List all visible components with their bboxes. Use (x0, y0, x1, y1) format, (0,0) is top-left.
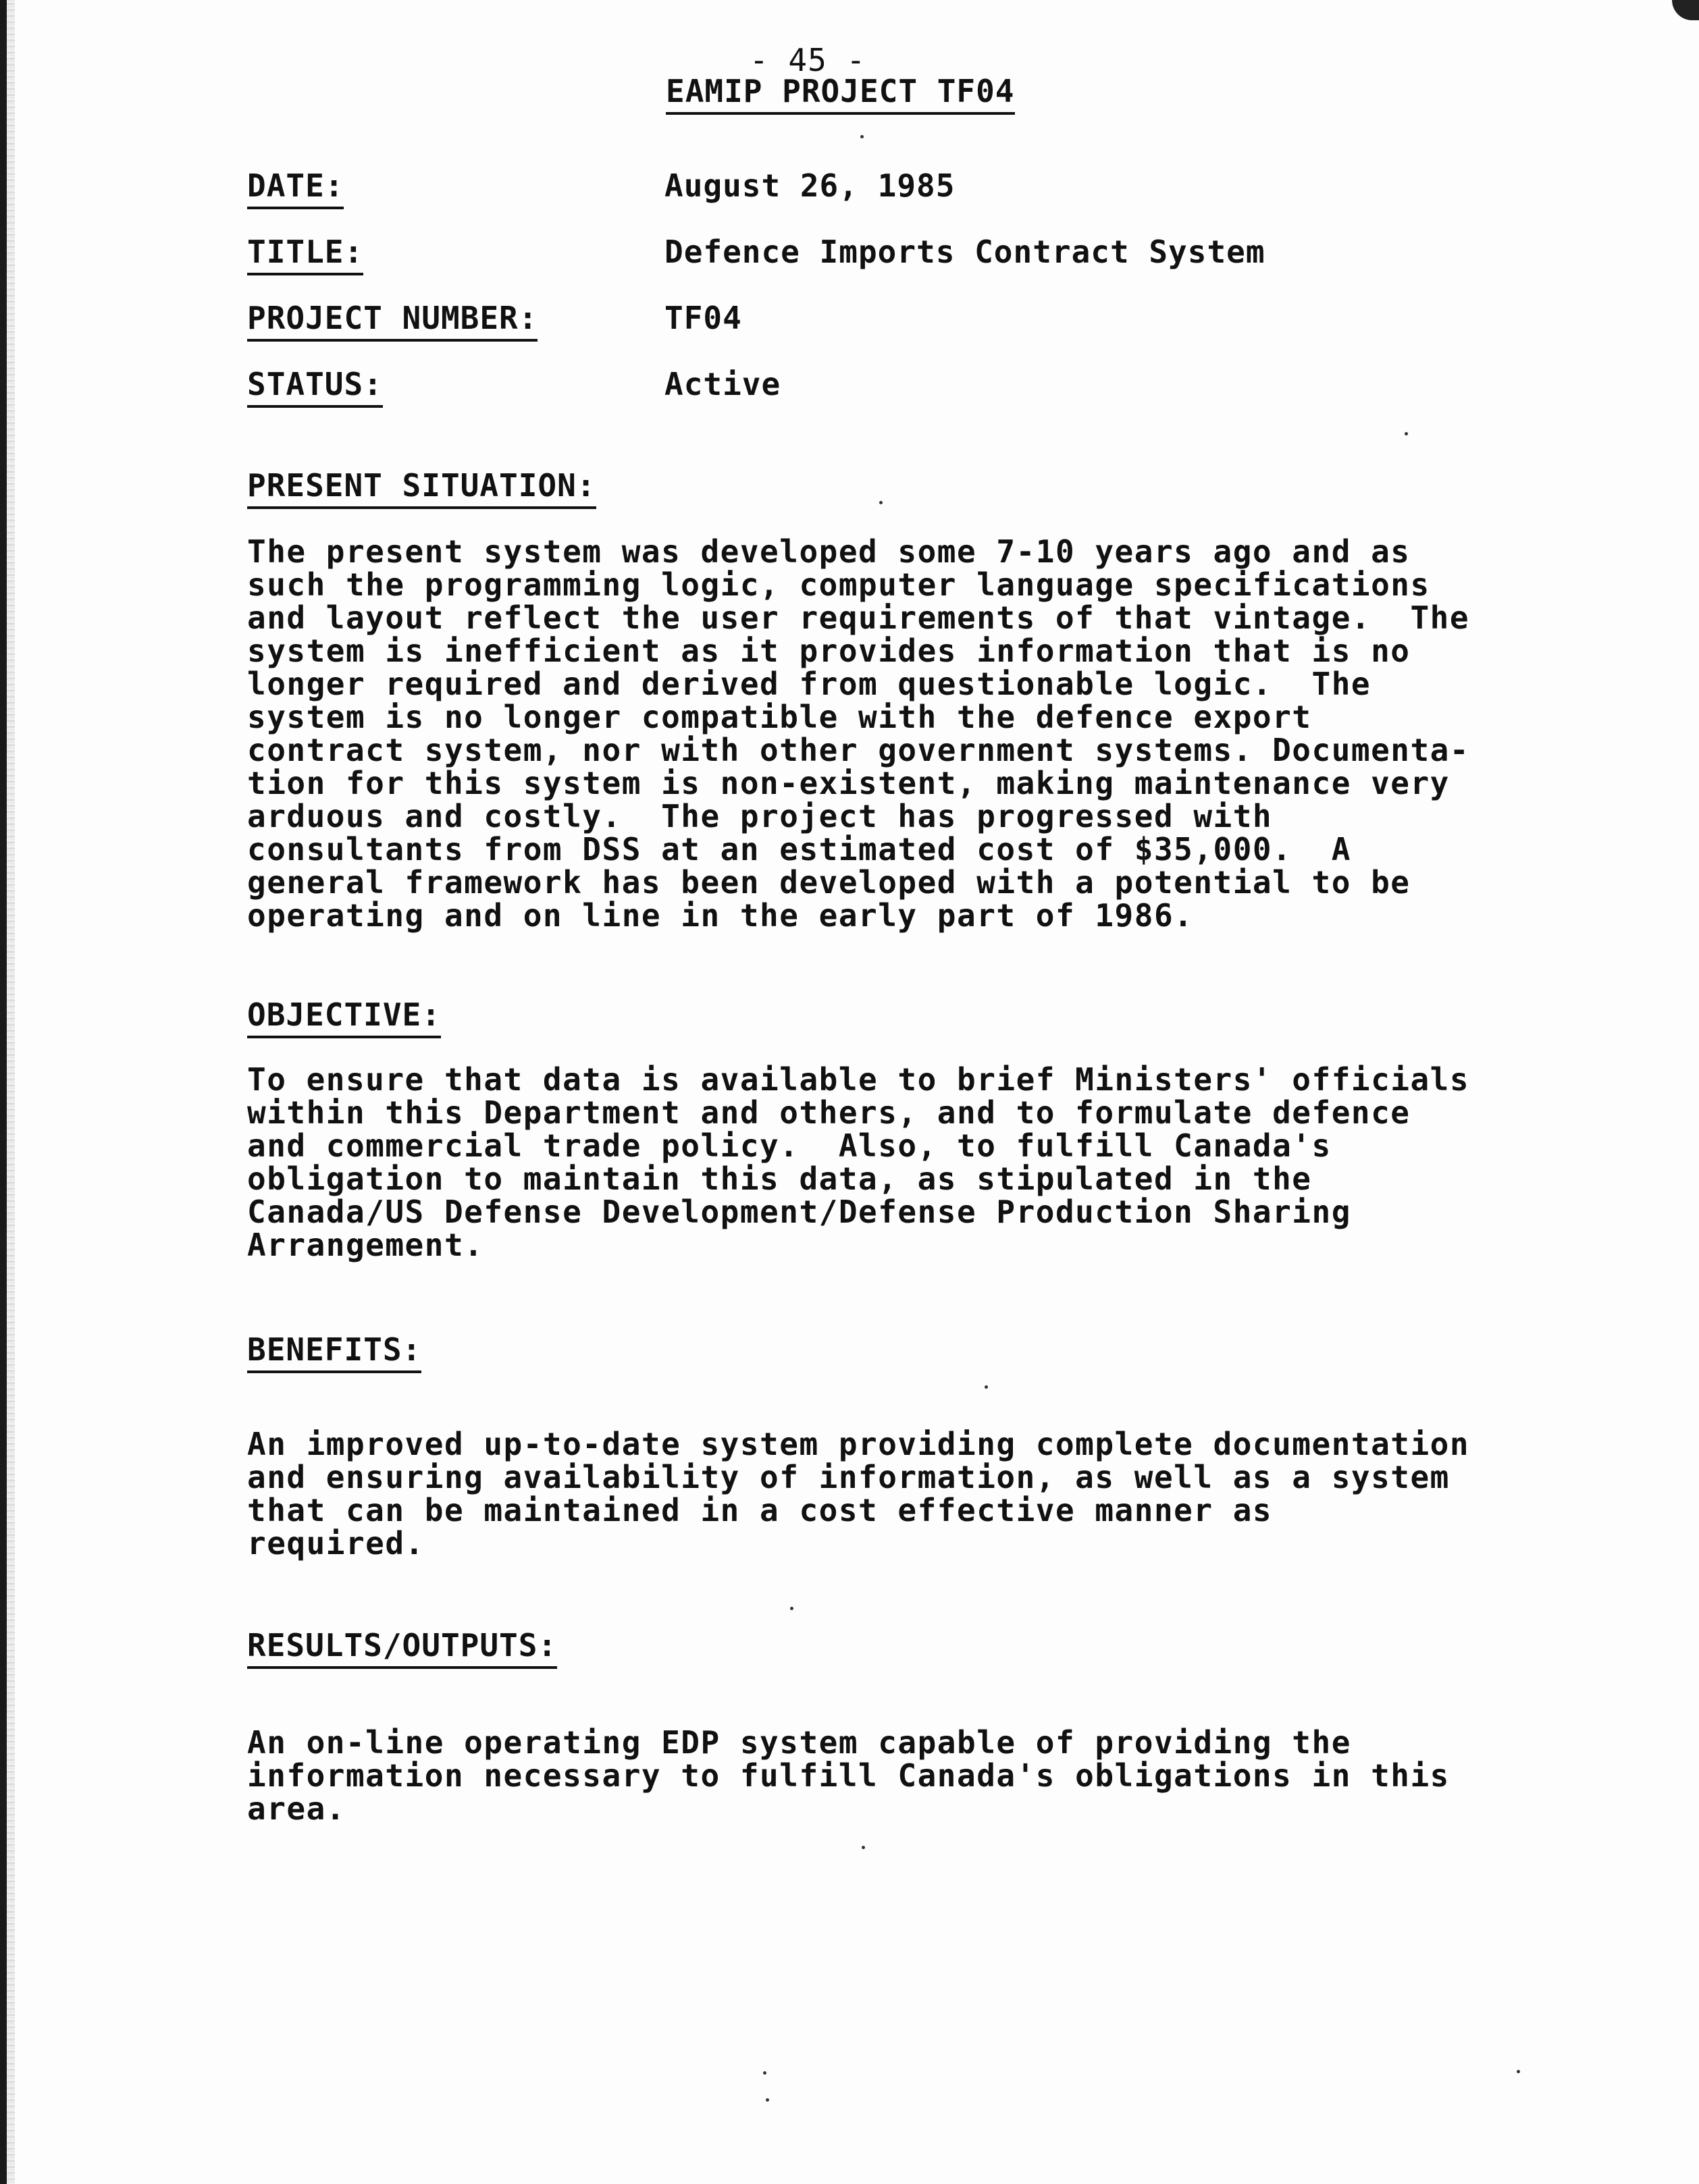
date-value: August 26, 1985 (664, 167, 956, 204)
present-situation-heading: PRESENT SITUATION: (247, 467, 596, 509)
title-label: TITLE: (247, 234, 363, 275)
paragraph-line: area. (247, 1790, 346, 1827)
paragraph-line: and ensuring availability of information, as well as a system (247, 1459, 1450, 1495)
results-outputs-paragraph (247, 1726, 1503, 1826)
paragraph-line: The present system was developed some 7-10 years ago and as (247, 533, 1411, 570)
paragraph-line: Arrangement. (247, 1227, 484, 1263)
scan-speck (1405, 432, 1408, 435)
benefits-heading: BENEFITS: (247, 1331, 421, 1373)
paragraph-line: longer required and derived from questionable logic. The (247, 666, 1371, 702)
paragraph-line: information necessary to fulfill Canada's obligations in this (247, 1757, 1450, 1794)
objective-paragraph (247, 1063, 1503, 1262)
benefits-paragraph (247, 1428, 1503, 1560)
paragraph-line: contract system, nor with other government systems. Documenta- (247, 732, 1470, 768)
paragraph-line: such the programming logic, computer language specifications (247, 566, 1430, 603)
scan-speck (763, 2071, 766, 2075)
results-outputs-heading: RESULTS/OUTPUTS: (247, 1627, 557, 1669)
document-title: EAMIP PROJECT TF04 (666, 73, 1015, 115)
scan-speck (766, 2098, 769, 2102)
paragraph-line: system is inefficient as it provides information that is no (247, 633, 1411, 669)
paragraph-line: that can be maintained in a cost effective manner as (247, 1492, 1273, 1528)
scan-speck (879, 501, 883, 504)
title-value: Defence Imports Contract System (664, 234, 1265, 270)
paragraph-line: required. (247, 1525, 425, 1562)
objective-heading: OBJECTIVE: (247, 996, 441, 1038)
paragraph-line: general framework has been developed with a potential to be (247, 864, 1411, 901)
status-value: Active (664, 366, 781, 402)
paragraph-line: tion for this system is non-existent, making maintenance very (247, 765, 1450, 801)
scan-corner-mark (1672, 0, 1699, 20)
scan-speck (862, 1846, 865, 1849)
paragraph-line: An on-line operating EDP system capable of providing the (247, 1724, 1351, 1761)
paragraph-line: arduous and costly. The project has progressed with (247, 798, 1273, 834)
paragraph-line: An improved up-to-date system providing complete documentation (247, 1426, 1470, 1462)
paragraph-line: To ensure that data is available to brief Ministers' officials (247, 1061, 1470, 1098)
paragraph-line: within this Department and others, and to formulate defence (247, 1094, 1411, 1131)
project-number-value: TF04 (664, 300, 742, 336)
paragraph-line: obligation to maintain this data, as stipulated in the (247, 1161, 1312, 1197)
paragraph-line: system is no longer compatible with the defence export (247, 699, 1312, 735)
paragraph-line: and layout reflect the user requirements of that vintage. The (247, 600, 1470, 636)
scan-speck (985, 1385, 988, 1389)
page-number: - 45 - (750, 42, 866, 78)
scan-binding-edge (0, 0, 7, 2184)
scan-edge-noise (7, 0, 15, 2184)
scan-speck (1517, 2070, 1520, 2073)
status-label: STATUS: (247, 366, 383, 408)
scan-speck (790, 1607, 793, 1610)
present-situation-paragraph (247, 535, 1503, 932)
scan-speck (860, 135, 864, 138)
project-number-label: PROJECT NUMBER: (247, 300, 538, 342)
date-label: DATE: (247, 167, 344, 209)
paragraph-line: operating and on line in the early part of 1986. (247, 897, 1194, 934)
paragraph-line: Canada/US Defense Development/Defense Production Sharing (247, 1194, 1351, 1230)
paragraph-line: consultants from DSS at an estimated cost of $35,000. A (247, 831, 1351, 868)
paragraph-line: and commercial trade policy. Also, to fulfill Canada's (247, 1127, 1332, 1164)
